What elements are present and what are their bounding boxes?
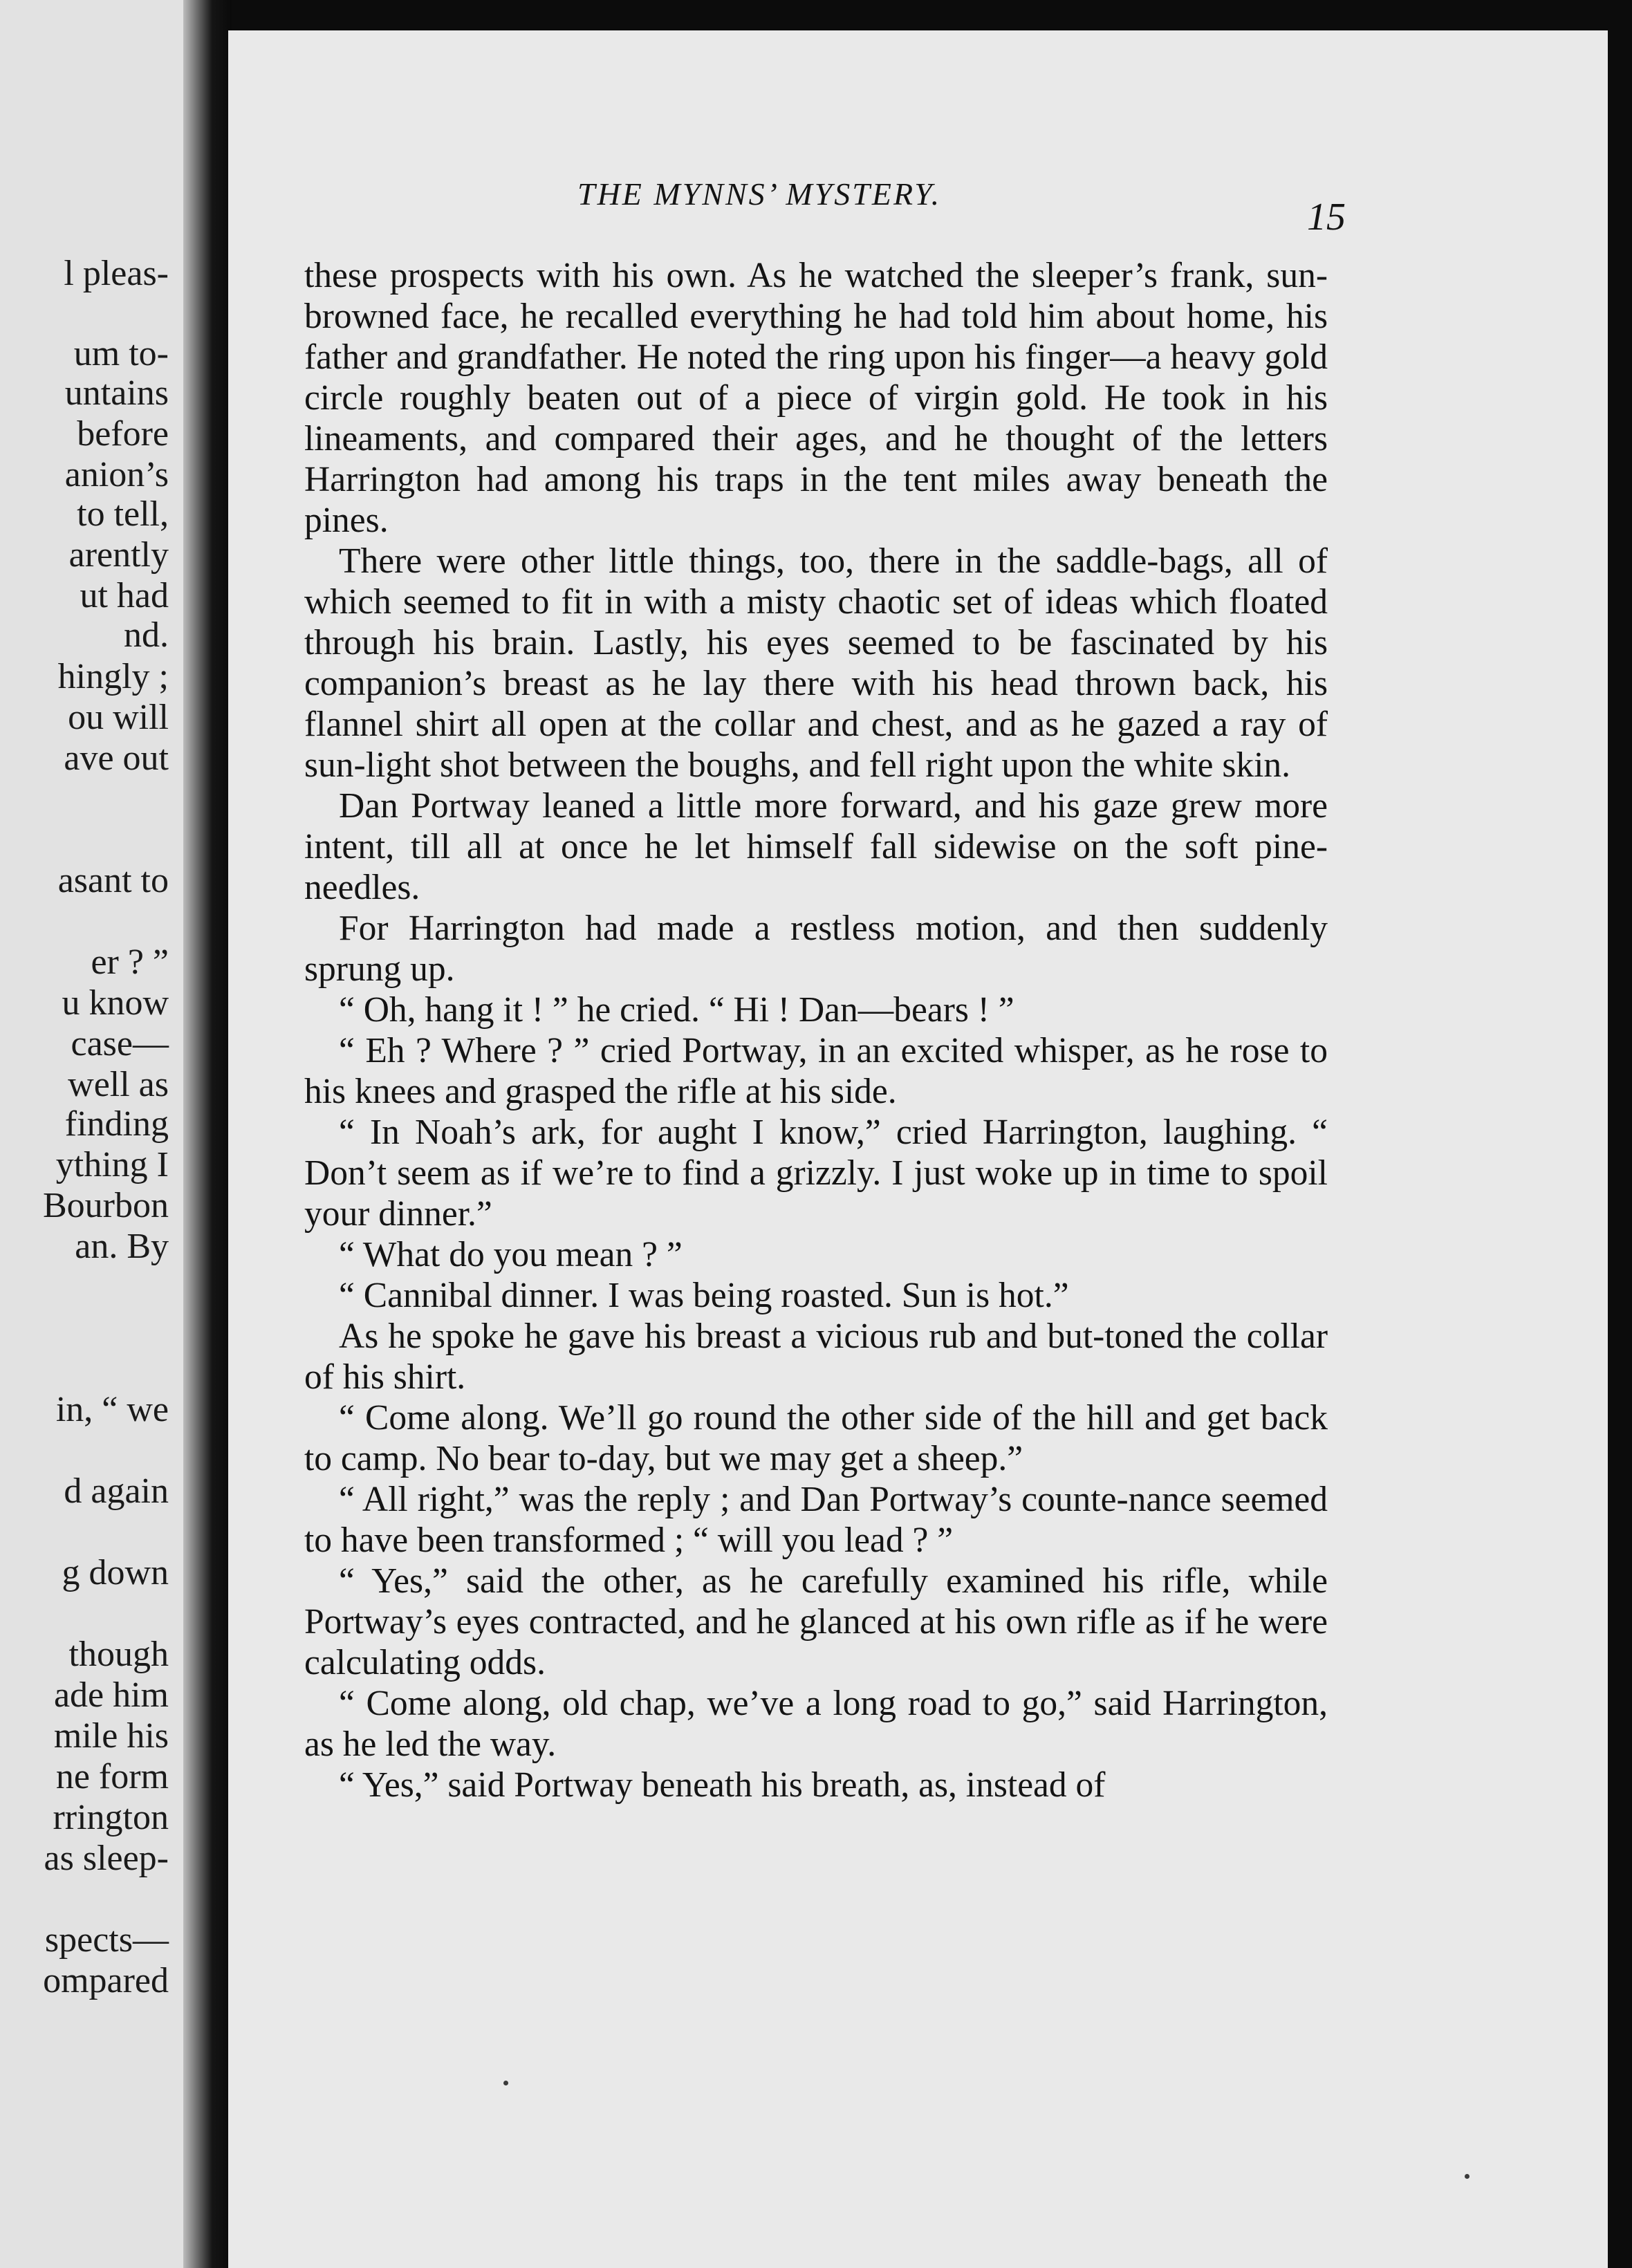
left-page-line: spects— xyxy=(44,1920,169,1960)
page-gutter-shadow xyxy=(183,0,232,2268)
paragraph: these prospects with his own. As he watched the sleeper’s frank, sun-browned face, he recalled everything he had told him about home, his father and grandfather. He noted the ring upon his finger—a heavy gold circle roughly beaten out of a piece of virgin gold. He took in his lineaments, and compared their ages, and he thought of the letters Harrington had among his traps in the tent miles away beneath the pines. xyxy=(304,256,1328,540)
left-page-line: well as xyxy=(68,1065,169,1104)
left-page-line: u know xyxy=(62,983,169,1023)
left-page-line: er ? ” xyxy=(91,942,169,982)
left-page-line: um to- xyxy=(73,334,169,373)
left-page-line: ything I xyxy=(55,1145,169,1184)
left-page-line: asant to xyxy=(57,861,169,900)
paragraph: “ Cannibal dinner. I was being roasted. Sun is hot.” xyxy=(339,1276,1069,1315)
left-page-line: ne form xyxy=(55,1757,169,1796)
previous-page-fragment xyxy=(0,0,192,2268)
left-page-line: case— xyxy=(71,1024,169,1063)
left-page-line: ut had xyxy=(80,576,169,615)
left-page-line: ade him xyxy=(53,1675,169,1715)
paragraph: “ Yes,” said Portway beneath his breath, as, instead of xyxy=(339,1765,1106,1805)
paragraph: “ All right,” was the reply ; and Dan Portway’s counte-nance seemed to have been transformed ; “ will you lead ? ” xyxy=(304,1480,1328,1560)
left-page-line: nd. xyxy=(124,615,169,655)
body-text xyxy=(304,255,1328,1805)
paragraph: “ Yes,” said the other, as he carefully examined his rifle, while Portway’s eyes contracted, and he glanced at his own rifle as if he were calculating odds. xyxy=(304,1561,1328,1682)
left-page-line: d again xyxy=(64,1471,169,1511)
left-page-line: arently xyxy=(68,535,169,575)
left-page-line: as sleep- xyxy=(44,1839,169,1878)
print-speck xyxy=(1465,2174,1469,2179)
paragraph: “ Come along, old chap, we’ve a long road to go,” said Harrington, as he led the way. xyxy=(304,1684,1328,1764)
paragraph: “ Oh, hang it ! ” he cried. “ Hi ! Dan—bears ! ” xyxy=(339,990,1014,1030)
page-number: 15 xyxy=(1307,196,1346,239)
paragraph: Dan Portway leaned a little more forward, and his gaze grew more intent, till all at once he let himself fall sidewise on the soft pine-needles. xyxy=(304,786,1328,907)
left-page-line: hingly ; xyxy=(57,657,169,696)
left-page-line: anion’s xyxy=(64,455,169,494)
left-page-line: in, “ we xyxy=(55,1390,169,1429)
left-page-line: ave out xyxy=(64,738,169,778)
paragraph: There were other little things, too, there in the saddle-bags, all of which seemed to fit in with a misty chaotic set of ideas which floated through his brain. Lastly, his eyes seemed to be fascinated by his companion’s breast as he lay there with his head thrown back, his flannel shirt all open at the collar and chest, and as he gazed a ray of sun-light shot between the boughs, and fell right upon the white skin. xyxy=(304,541,1328,785)
paragraph: “ Eh ? Where ? ” cried Portway, in an excited whisper, as he rose to his knees and grasped the rifle at his side. xyxy=(304,1031,1328,1111)
paragraph: “ Come along. We’ll go round the other side of the hill and get back to camp. No bear to-day, but we may get a sheep.” xyxy=(304,1398,1328,1478)
print-speck xyxy=(503,2081,508,2085)
left-page-line: ompared xyxy=(43,1961,169,2000)
left-page-line: l pleas- xyxy=(64,254,169,293)
left-page-line: rrington xyxy=(53,1798,169,1837)
left-page-line: to tell, xyxy=(77,494,169,534)
paragraph: For Harrington had made a restless motion, and then suddenly sprung up. xyxy=(304,909,1328,989)
book-page xyxy=(228,30,1608,2268)
paragraph: “ What do you mean ? ” xyxy=(339,1235,683,1274)
left-page-line: Bourbon xyxy=(43,1186,169,1225)
left-page-line: before xyxy=(77,414,169,454)
left-page-line: mile his xyxy=(53,1716,169,1756)
running-head: THE MYNNS’ MYSTERY. xyxy=(577,176,942,212)
left-page-line: untains xyxy=(64,373,169,413)
paragraph: “ In Noah’s ark, for aught I know,” cried Harrington, laughing. “ Don’t seem as if we’re to find a grizzly. I just woke up in time to spoil your dinner.” xyxy=(304,1113,1328,1234)
left-page-line: ou will xyxy=(68,698,169,737)
left-page-line: g down xyxy=(62,1553,169,1592)
paragraph: As he spoke he gave his breast a vicious rub and but-toned the collar of his shirt. xyxy=(304,1317,1328,1397)
left-page-line: finding xyxy=(64,1104,169,1144)
left-page-line: an. By xyxy=(75,1227,169,1266)
left-page-line: though xyxy=(68,1635,169,1674)
